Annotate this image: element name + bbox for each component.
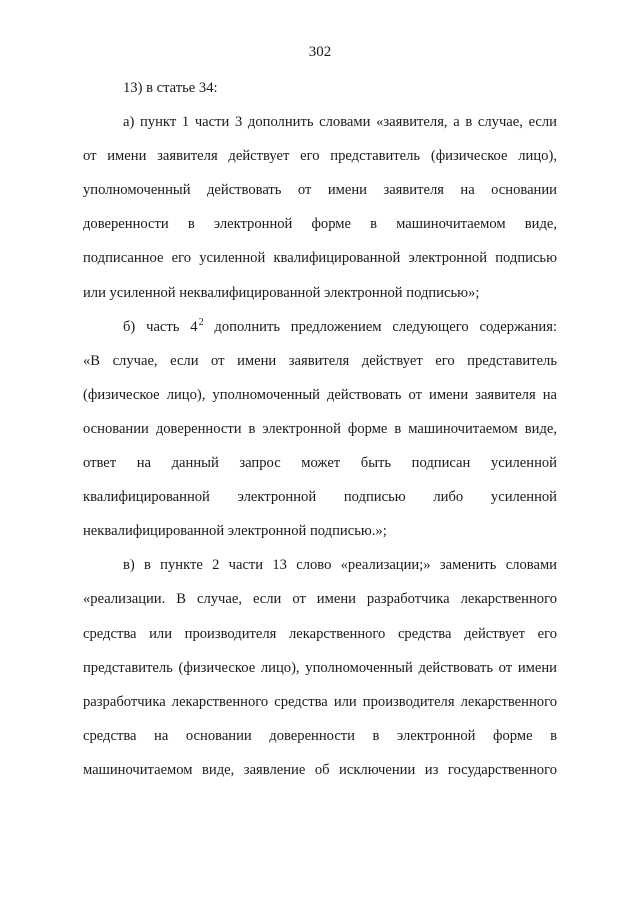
page-number: 302 bbox=[308, 44, 332, 60]
text-line: в) в пункте 2 части 13 слово «реализации;» заменить словами bbox=[123, 557, 557, 574]
text-line: а) пункт 1 части 3 дополнить словами «заявителя, а в случае, если bbox=[123, 114, 557, 131]
text-line: ответ на данный запрос может быть подписан усиленной bbox=[83, 455, 557, 472]
text-line: основании доверенности в электронной форме в машиночитаемом виде, bbox=[83, 420, 557, 437]
text-line: квалифицированной электронной подписью либо усиленной bbox=[83, 489, 557, 506]
paragraph-a bbox=[83, 105, 557, 310]
document-body bbox=[83, 71, 557, 787]
text-line: средства на основании доверенности в электронной форме в bbox=[83, 727, 557, 744]
text-line: машиночитаемом виде, заявление об исключении из государственного bbox=[83, 761, 557, 778]
text-segment: дополнить предложением следующего содержания: bbox=[203, 318, 557, 335]
text-segment: б) часть 4 bbox=[123, 318, 198, 335]
text-line: средства или производителя лекарственного средства действует его bbox=[83, 625, 557, 642]
text-line bbox=[83, 310, 557, 344]
paragraph-13-heading: 13) в статье 34: bbox=[123, 80, 218, 96]
paragraph-b bbox=[83, 310, 557, 549]
text-line: разработчика лекарственного средства или производителя лекарственного bbox=[83, 693, 557, 710]
text-line: (физическое лицо), уполномоченный действовать от имени заявителя на bbox=[83, 386, 557, 403]
text-line: подписанное его усиленной квалифицированной электронной подписью bbox=[83, 250, 557, 267]
text-line: «реализации. В случае, если от имени разработчика лекарственного bbox=[83, 591, 557, 608]
paragraph-v bbox=[83, 548, 557, 787]
text-line: доверенности в электронной форме в машиночитаемом виде, bbox=[83, 216, 557, 233]
text-line: «В случае, если от имени заявителя действует его представитель bbox=[83, 352, 557, 369]
text-line: представитель (физическое лицо), уполномоченный действовать от имени bbox=[83, 659, 557, 676]
text-line: уполномоченный действовать от имени заявителя на основании bbox=[83, 182, 557, 199]
text-line: от имени заявителя действует его представитель (физическое лицо), bbox=[83, 148, 557, 165]
superscript: 2 bbox=[198, 316, 204, 328]
text-line: неквалифицированной электронной подписью.»; bbox=[83, 523, 387, 540]
text-line: или усиленной неквалифицированной электронной подписью»; bbox=[83, 284, 480, 301]
